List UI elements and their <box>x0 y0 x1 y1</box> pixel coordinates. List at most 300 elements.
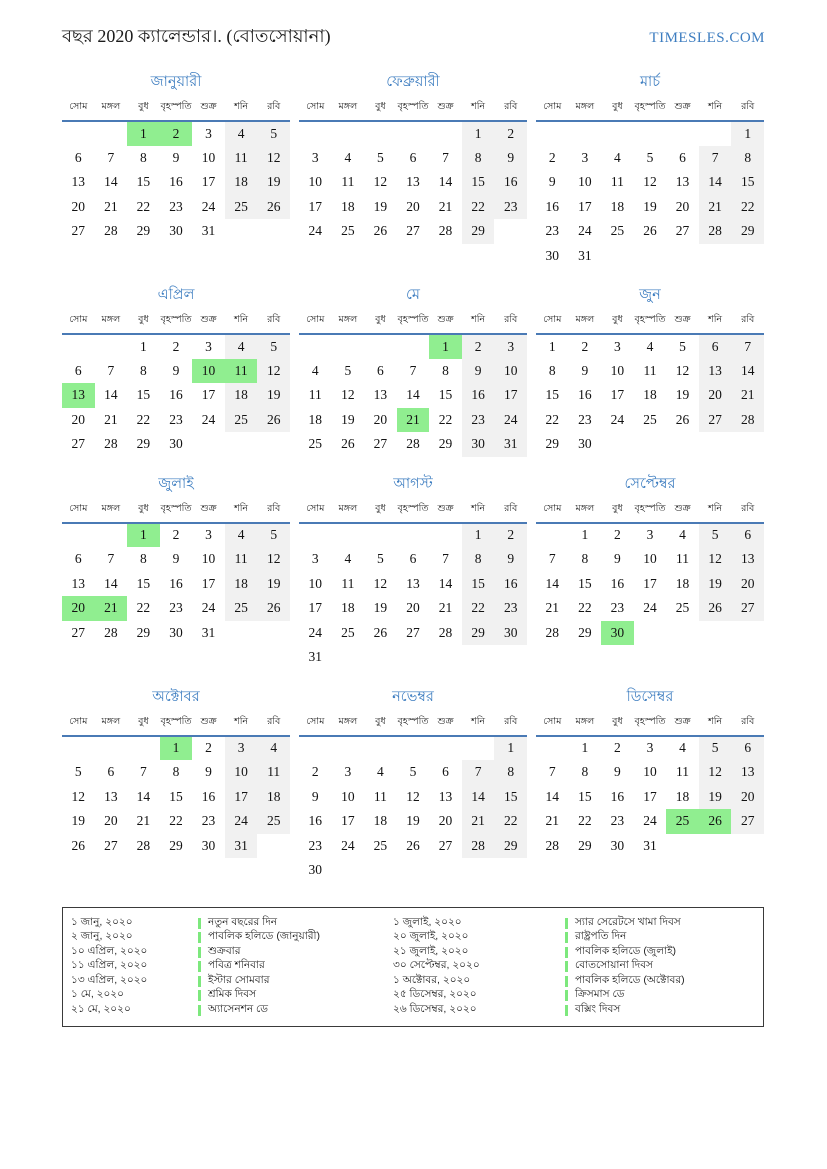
day-cell: 20 <box>438 813 453 829</box>
day-cell: 10 <box>192 359 225 384</box>
day-cell: 26 <box>699 809 732 834</box>
day-cell: 27 <box>438 837 453 853</box>
weekday-header: বুধ <box>127 500 160 523</box>
legend-holiday-name: বক্সিং দিবস <box>575 1002 621 1015</box>
day-cell: 5 <box>377 551 384 567</box>
day-cell: 24 <box>610 411 625 427</box>
empty-cell <box>699 121 732 146</box>
day-cell: 28 <box>699 219 732 244</box>
day-cell: 27 <box>699 408 732 433</box>
day-cell: 23 <box>462 408 495 433</box>
day-cell: 2 <box>172 527 180 543</box>
day-cell: 6 <box>731 736 764 761</box>
empty-cell <box>731 621 764 646</box>
legend-date: ২১ জুলাই, ২০২০ <box>393 944 469 957</box>
day-cell: 17 <box>225 785 258 810</box>
day-cell: 19 <box>257 383 290 408</box>
weekday-header: রবি <box>494 311 527 334</box>
day-cell: 18 <box>225 383 258 408</box>
day-cell: 19 <box>373 600 388 616</box>
day-cell: 8 <box>140 362 147 378</box>
weekday-header: বৃহস্পতি <box>634 713 667 736</box>
day-cell: 23 <box>169 411 183 427</box>
month-title: জুলাই <box>158 475 194 492</box>
day-cell: 26 <box>257 596 290 621</box>
day-cell: 6 <box>409 551 417 567</box>
day-cell: 24 <box>308 223 323 239</box>
day-cell: 11 <box>610 174 624 190</box>
legend-holiday-name: পাবলিক হলিডে (জানুয়ারী) <box>208 930 321 943</box>
legend-holiday-name: রাষ্ট্রপতি দিন <box>575 930 627 943</box>
day-cell: 15 <box>578 575 592 591</box>
holiday-marker-bar <box>565 976 568 987</box>
legend-date: ১০ এপ্রিল, ২০২০ <box>71 944 148 957</box>
day-cell: 6 <box>731 523 764 548</box>
legend-item <box>71 975 393 989</box>
day-cell: 21 <box>104 198 118 214</box>
holiday-marker-bar <box>198 932 201 943</box>
day-cell: 18 <box>341 198 355 214</box>
day-cell: 19 <box>373 198 388 214</box>
legend-holiday-name: স্যার সেরেটসে খামা দিবস <box>575 915 681 928</box>
weekday-header: বুধ <box>364 98 397 121</box>
day-cell: 22 <box>494 809 527 834</box>
day-cell: 23 <box>578 411 592 427</box>
day-cell: 3 <box>646 527 654 543</box>
month-september <box>536 475 764 670</box>
empty-cell <box>62 736 95 761</box>
legend-holiday-name: ক্রিসমাস ডে <box>575 988 625 1001</box>
legend-holiday-name: অ্যাসেনশন ডে <box>208 1002 268 1015</box>
day-cell: 18 <box>308 411 323 427</box>
empty-cell <box>429 736 462 761</box>
weekday-header: সোম <box>536 500 569 523</box>
day-cell: 7 <box>548 764 556 780</box>
empty-cell <box>299 736 332 761</box>
day-cell: 14 <box>438 174 453 190</box>
day-cell: 13 <box>406 174 420 190</box>
day-cell: 4 <box>679 740 686 756</box>
month-table <box>536 311 764 457</box>
empty-cell <box>364 334 397 359</box>
month-march <box>536 73 764 268</box>
weekday-header: শনি <box>699 311 732 334</box>
day-cell: 27 <box>71 624 86 640</box>
month-table <box>299 500 527 670</box>
day-cell: 26 <box>643 223 657 239</box>
day-cell: 22 <box>438 411 453 427</box>
day-cell: 10 <box>341 788 355 804</box>
day-cell: 21 <box>462 809 495 834</box>
day-cell: 15 <box>462 572 495 597</box>
day-cell: 8 <box>494 760 527 785</box>
day-cell: 28 <box>438 624 453 640</box>
legend-date: ১ অক্টোবর, ২০২০ <box>393 973 471 986</box>
day-cell: 19 <box>643 198 657 214</box>
day-cell: 15 <box>462 170 495 195</box>
day-cell: 14 <box>406 387 420 403</box>
day-cell: 18 <box>675 575 690 591</box>
day-cell: 29 <box>136 436 151 452</box>
weekday-header: শনি <box>225 98 258 121</box>
weekday-header: শনি <box>462 98 495 121</box>
day-cell: 11 <box>225 547 258 572</box>
day-cell: 3 <box>225 736 258 761</box>
day-cell: 8 <box>140 149 147 165</box>
day-cell: 4 <box>679 527 686 543</box>
day-cell: 19 <box>71 813 86 829</box>
day-cell: 25 <box>257 809 290 834</box>
day-cell: 6 <box>442 764 449 780</box>
day-cell: 2 <box>311 764 319 780</box>
weekday-header: রবি <box>257 500 290 523</box>
day-cell: 16 <box>494 170 527 195</box>
weekday-header: বুধ <box>364 713 397 736</box>
empty-cell <box>494 858 527 883</box>
day-cell: 9 <box>494 146 527 171</box>
day-cell: 20 <box>373 411 388 427</box>
day-cell: 23 <box>545 223 560 239</box>
day-cell: 1 <box>429 334 462 359</box>
day-cell: 30 <box>201 837 216 853</box>
weekday-header: মঙ্গল <box>569 713 602 736</box>
day-cell: 10 <box>610 362 625 378</box>
weekday-header: সোম <box>536 713 569 736</box>
month-table <box>62 713 290 859</box>
day-cell: 8 <box>581 551 589 567</box>
day-cell: 23 <box>308 837 323 853</box>
day-cell: 13 <box>699 359 732 384</box>
day-cell: 8 <box>462 547 495 572</box>
weekday-header: রবি <box>494 98 527 121</box>
empty-cell <box>225 219 258 244</box>
day-cell: 25 <box>643 411 657 427</box>
legend-holiday-name: পাবলিক হলিডে (অক্টোবর) <box>575 973 685 986</box>
weekday-header: শুক্র <box>192 98 225 121</box>
legend-holiday-name: ইস্টার সোমবার <box>208 973 270 986</box>
empty-cell <box>731 244 764 269</box>
day-cell: 6 <box>699 334 732 359</box>
day-cell: 29 <box>462 219 495 244</box>
day-cell: 25 <box>666 809 699 834</box>
day-cell: 3 <box>344 764 352 780</box>
day-cell: 16 <box>610 788 625 804</box>
day-cell: 10 <box>578 174 592 190</box>
legend-column-right <box>393 917 755 1018</box>
empty-cell <box>257 432 290 457</box>
day-cell: 5 <box>257 334 290 359</box>
day-cell: 31 <box>201 624 216 640</box>
empty-cell <box>699 621 732 646</box>
day-cell: 22 <box>136 411 151 427</box>
day-cell: 9 <box>494 547 527 572</box>
empty-cell <box>569 121 602 146</box>
day-cell: 2 <box>160 121 193 146</box>
day-cell: 7 <box>107 551 115 567</box>
weekday-header: রবি <box>257 311 290 334</box>
day-cell: 26 <box>341 436 355 452</box>
day-cell: 15 <box>136 174 151 190</box>
weekday-header: মঙ্গল <box>569 98 602 121</box>
day-cell: 13 <box>373 387 388 403</box>
day-cell: 29 <box>545 436 560 452</box>
day-cell: 29 <box>731 219 764 244</box>
month-august <box>299 475 527 670</box>
day-cell: 20 <box>71 198 86 214</box>
day-cell: 30 <box>308 862 323 878</box>
holiday-legend <box>62 907 764 1028</box>
legend-date: ২৫ ডিসেম্বর, ২০২০ <box>393 988 477 1001</box>
legend-date: ১১ এপ্রিল, ২০২০ <box>71 959 148 972</box>
weekday-header: বুধ <box>364 500 397 523</box>
day-cell: 21 <box>95 596 128 621</box>
day-cell: 29 <box>578 837 592 853</box>
empty-cell <box>429 523 462 548</box>
day-cell: 15 <box>136 387 151 403</box>
day-cell: 30 <box>610 837 625 853</box>
day-cell: 1 <box>462 121 495 146</box>
day-cell: 21 <box>545 600 560 616</box>
day-cell: 19 <box>257 572 290 597</box>
empty-cell <box>62 523 95 548</box>
holiday-marker-bar <box>198 1005 201 1016</box>
day-cell: 21 <box>699 195 732 220</box>
day-cell: 14 <box>545 788 560 804</box>
weekday-header: শুক্র <box>429 98 462 121</box>
empty-cell <box>699 432 732 457</box>
empty-cell <box>62 334 95 359</box>
day-cell: 20 <box>406 198 420 214</box>
day-cell: 10 <box>308 174 323 190</box>
day-cell: 6 <box>409 149 417 165</box>
day-cell: 31 <box>643 837 657 853</box>
month-table <box>536 98 764 268</box>
day-cell: 4 <box>646 338 654 354</box>
empty-cell <box>601 432 634 457</box>
day-cell: 12 <box>373 174 388 190</box>
weekday-header: বৃহস্পতি <box>397 311 430 334</box>
day-cell: 27 <box>731 596 764 621</box>
legend-holiday-name: পাবলিক হলিডে (জুলাই) <box>575 944 677 957</box>
legend-holiday-name: শ্রমিক দিবস <box>208 988 257 1001</box>
month-title: মার্চ <box>639 74 661 90</box>
empty-cell <box>462 858 495 883</box>
day-cell: 27 <box>406 223 420 239</box>
empty-cell <box>299 334 332 359</box>
empty-cell <box>397 523 430 548</box>
day-cell: 9 <box>172 149 180 165</box>
day-cell: 5 <box>409 764 417 780</box>
day-cell: 4 <box>344 551 352 567</box>
day-cell: 17 <box>578 198 592 214</box>
day-cell: 11 <box>341 174 355 190</box>
month-january <box>62 73 290 268</box>
day-cell: 21 <box>136 813 151 829</box>
weekday-header: শনি <box>462 500 495 523</box>
day-cell: 13 <box>71 575 86 591</box>
day-cell: 15 <box>494 785 527 810</box>
day-cell: 14 <box>545 575 560 591</box>
holiday-marker-bar <box>565 1005 568 1016</box>
holiday-marker-bar <box>565 932 568 943</box>
day-cell: 12 <box>257 547 290 572</box>
day-cell: 13 <box>438 788 453 804</box>
weekday-header: মঙ্গল <box>569 311 602 334</box>
day-cell: 10 <box>308 575 323 591</box>
weekday-header: বৃহস্পতি <box>397 713 430 736</box>
day-cell: 22 <box>169 813 183 829</box>
legend-date: ১ মে, ২০২০ <box>71 988 124 1001</box>
weekday-header: শুক্র <box>666 500 699 523</box>
legend-item <box>71 931 393 945</box>
weekday-header: শুক্র <box>192 311 225 334</box>
day-cell: 14 <box>104 174 118 190</box>
day-cell: 2 <box>462 334 495 359</box>
day-cell: 23 <box>494 596 527 621</box>
day-cell: 22 <box>578 600 592 616</box>
day-cell: 10 <box>494 359 527 384</box>
empty-cell <box>225 432 258 457</box>
month-title: জানুয়ারী <box>150 74 202 90</box>
holiday-marker-bar <box>565 918 568 929</box>
day-cell: 8 <box>442 362 449 378</box>
day-cell: 28 <box>462 834 495 859</box>
day-cell: 8 <box>462 146 495 171</box>
day-cell: 2 <box>172 338 180 354</box>
month-title: ফেব্রুয়ারী <box>386 74 440 90</box>
day-cell: 26 <box>373 624 388 640</box>
day-cell: 14 <box>699 170 732 195</box>
day-cell: 25 <box>341 624 355 640</box>
weekday-header: সোম <box>536 311 569 334</box>
day-cell: 16 <box>169 174 183 190</box>
day-cell: 7 <box>442 149 449 165</box>
weekday-header: সোম <box>536 98 569 121</box>
day-cell: 10 <box>225 760 258 785</box>
day-cell: 1 <box>581 527 589 543</box>
day-cell: 18 <box>225 170 258 195</box>
empty-cell <box>536 121 569 146</box>
weekday-header: সোম <box>299 713 332 736</box>
month-table <box>299 311 527 457</box>
day-cell: 25 <box>308 436 323 452</box>
day-cell: 5 <box>257 121 290 146</box>
day-cell: 13 <box>731 760 764 785</box>
day-cell: 1 <box>462 523 495 548</box>
weekday-header: বুধ <box>601 98 634 121</box>
day-cell: 8 <box>731 146 764 171</box>
day-cell: 30 <box>462 432 495 457</box>
day-cell: 26 <box>373 223 388 239</box>
day-cell: 22 <box>462 195 495 220</box>
day-cell: 2 <box>205 740 212 756</box>
legend-date: ২৬ ডিসেম্বর, ২০২০ <box>393 1002 477 1015</box>
day-cell: 20 <box>731 572 764 597</box>
day-cell: 24 <box>201 411 216 427</box>
weekday-header: রবি <box>257 713 290 736</box>
legend-item <box>393 917 755 931</box>
weekday-header: শুক্র <box>192 500 225 523</box>
day-cell: 21 <box>731 383 764 408</box>
day-cell: 8 <box>172 764 180 780</box>
day-cell: 6 <box>679 149 686 165</box>
weekday-header: মঙ্গল <box>95 311 128 334</box>
day-cell: 2 <box>581 338 589 354</box>
month-table <box>62 98 290 244</box>
day-cell: 12 <box>699 760 732 785</box>
day-cell: 9 <box>548 174 556 190</box>
day-cell: 6 <box>74 551 82 567</box>
day-cell: 2 <box>494 121 527 146</box>
month-october <box>62 688 290 883</box>
weekday-header: বৃহস্পতি <box>397 98 430 121</box>
day-cell: 28 <box>104 223 118 239</box>
weekday-header: রবি <box>731 311 764 334</box>
day-cell: 13 <box>406 575 420 591</box>
legend-date: ১ জানু, ২০২০ <box>71 915 133 928</box>
day-cell: 5 <box>699 523 732 548</box>
month-november <box>299 688 527 883</box>
weekday-header: শনি <box>699 713 732 736</box>
month-table <box>62 311 290 457</box>
empty-cell <box>634 244 667 269</box>
day-cell: 11 <box>373 788 387 804</box>
day-cell: 16 <box>545 198 560 214</box>
weekday-header: মঙ্গল <box>95 500 128 523</box>
weekday-header: শুক্র <box>192 713 225 736</box>
empty-cell <box>299 523 332 548</box>
weekday-header: শনি <box>462 311 495 334</box>
legend-date: ১ জুলাই, ২০২০ <box>393 915 462 928</box>
day-cell: 6 <box>74 149 82 165</box>
empty-cell <box>332 523 365 548</box>
empty-cell <box>127 736 160 761</box>
empty-cell <box>397 645 430 670</box>
month-april <box>62 286 290 457</box>
day-cell: 17 <box>610 387 625 403</box>
legend-date: ২০ জুলাই, ২০২০ <box>393 930 469 943</box>
weekday-header: মঙ্গল <box>332 713 365 736</box>
legend-item <box>393 975 755 989</box>
empty-cell <box>666 621 699 646</box>
legend-item <box>393 989 755 1003</box>
legend-item <box>71 989 393 1003</box>
weekday-header: বৃহস্পতি <box>160 500 193 523</box>
day-cell: 18 <box>341 600 355 616</box>
weekday-header: শুক্র <box>666 311 699 334</box>
empty-cell <box>429 858 462 883</box>
day-cell: 24 <box>494 408 527 433</box>
weekday-header: শনি <box>699 98 732 121</box>
legend-date: ৩০ সেপ্টেম্বর, ২০২০ <box>393 959 480 972</box>
empty-cell <box>332 858 365 883</box>
day-cell: 16 <box>462 383 495 408</box>
weekday-header: বুধ <box>127 713 160 736</box>
weekday-header: মঙ্গল <box>332 98 365 121</box>
empty-cell <box>601 121 634 146</box>
day-cell: 4 <box>225 334 258 359</box>
day-cell: 23 <box>201 813 216 829</box>
weekday-header: বৃহস্পতি <box>634 500 667 523</box>
legend-item <box>393 946 755 960</box>
day-cell: 24 <box>643 600 657 616</box>
day-cell: 16 <box>201 788 216 804</box>
site-link[interactable]: TIMESLES.COM <box>649 30 765 46</box>
legend-item <box>71 1004 393 1018</box>
day-cell: 4 <box>225 523 258 548</box>
day-cell: 25 <box>373 837 388 853</box>
empty-cell <box>332 121 365 146</box>
